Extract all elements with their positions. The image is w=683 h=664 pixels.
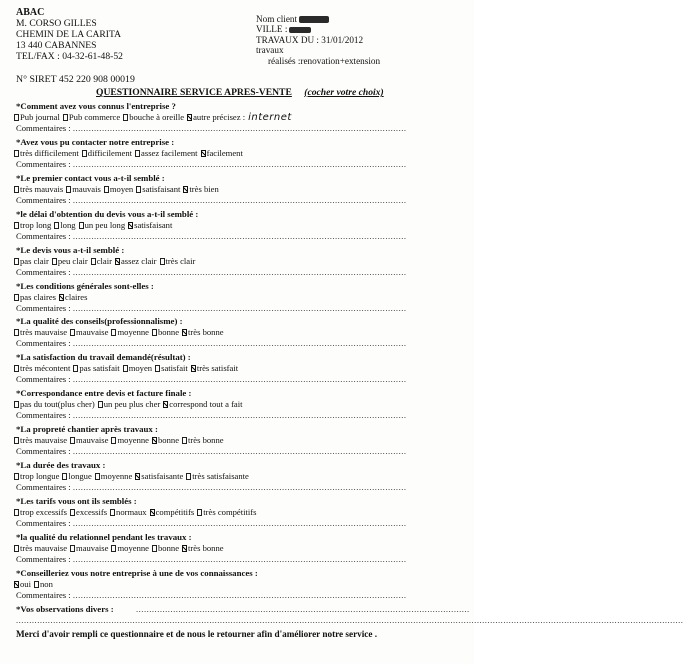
title-text: QUESTIONNAIRE SERVICE APRES-VENTE <box>96 87 292 98</box>
question-2: *Avez vous pu contacter notre entreprise : <box>16 136 175 147</box>
checkbox[interactable] <box>111 329 116 336</box>
checkbox[interactable] <box>152 329 157 336</box>
options-row <box>14 543 227 553</box>
option[interactable] <box>152 543 179 553</box>
options-row <box>14 292 90 302</box>
checkbox[interactable] <box>197 509 202 516</box>
checkbox[interactable] <box>152 545 157 552</box>
option-label: très mauvaise <box>20 327 68 338</box>
checkbox[interactable] <box>14 473 19 480</box>
comment-line[interactable] <box>16 374 460 384</box>
checked-box[interactable] <box>135 473 140 480</box>
checkbox[interactable] <box>14 222 19 229</box>
option[interactable] <box>73 363 119 373</box>
checkbox[interactable] <box>111 545 116 552</box>
option[interactable] <box>14 543 67 553</box>
option-label: moyen <box>128 363 153 374</box>
comment-line[interactable] <box>16 446 460 456</box>
comment-dots: .............................................................................................................................. <box>72 589 407 600</box>
option-label: Pub journal <box>20 112 60 122</box>
comment-label: Commentaires : <box>16 553 71 564</box>
option-label: clair <box>96 255 112 266</box>
observations-dots: .............................................................................................................................. <box>136 604 470 614</box>
option[interactable] <box>201 148 243 158</box>
option-label: très bien <box>189 183 219 194</box>
option[interactable] <box>63 112 120 122</box>
option-label: claires <box>65 291 88 302</box>
option-label: satisfaisant <box>134 219 173 230</box>
travaux-date: TRAVAUX DU : 31/01/2012 <box>256 34 364 45</box>
comment-label: Commentaires : <box>16 410 71 421</box>
comment-line[interactable] <box>16 554 460 564</box>
option[interactable] <box>110 507 147 517</box>
comment-dots: .............................................................................................................................. <box>72 482 407 492</box>
option-label: bouche à oreille <box>129 112 185 122</box>
options-row <box>14 579 56 589</box>
option-label: oui <box>20 578 31 589</box>
checkbox[interactable] <box>62 473 67 480</box>
option[interactable] <box>135 471 183 481</box>
option[interactable] <box>14 220 51 230</box>
option-label: un peu plus cher <box>103 399 161 410</box>
option-label: pas clair <box>20 255 49 266</box>
comment-dots: .............................................................................................................................. <box>72 446 407 457</box>
checked-box[interactable] <box>182 545 187 552</box>
option[interactable] <box>155 363 188 373</box>
options-row <box>14 256 198 266</box>
options-row <box>14 148 246 158</box>
option-label: moyenne <box>117 542 149 553</box>
option[interactable] <box>111 435 149 445</box>
option[interactable] <box>14 363 70 373</box>
option[interactable] <box>163 399 242 409</box>
options-row <box>14 471 252 481</box>
option[interactable] <box>14 435 67 445</box>
comment-dots: .............................................................................................................................. <box>72 123 407 133</box>
option-label: normaux <box>116 506 147 517</box>
checked-box[interactable] <box>128 222 133 229</box>
option[interactable] <box>150 507 195 517</box>
option[interactable] <box>14 292 56 302</box>
question-11: *La durée des travaux : <box>16 460 106 470</box>
option-label: moyenne <box>117 327 149 338</box>
comment-dots: .............................................................................................................................. <box>72 230 407 241</box>
comment-line[interactable] <box>16 410 460 420</box>
option-label: satisfait <box>161 363 188 374</box>
checkbox[interactable] <box>95 473 100 480</box>
option-label: excessifs <box>76 506 108 517</box>
option[interactable] <box>182 327 224 337</box>
options-row <box>14 112 292 123</box>
comment-label: Commentaires : <box>16 158 71 169</box>
question-6: *Les conditions générales sont-elles : <box>16 280 154 291</box>
option-label: mauvaise <box>76 327 109 338</box>
option[interactable] <box>70 507 107 517</box>
option-label: très bonne <box>188 435 224 446</box>
checkbox[interactable] <box>82 150 87 157</box>
comment-line[interactable] <box>16 159 460 169</box>
question-13: *la qualité du relationnel pendant les travaux : <box>16 531 192 542</box>
checkbox[interactable] <box>14 186 19 193</box>
option-label: très mauvaise <box>20 435 68 446</box>
comment-label: Commentaires : <box>16 374 71 385</box>
question-4: *le délai d'obtention du devis vous a-t-il semblé : <box>16 208 199 219</box>
option-label: moyenne <box>117 435 149 446</box>
question-12: *Les tarifs vous ont ils semblés : <box>16 495 137 506</box>
comment-line[interactable] <box>16 590 460 600</box>
option[interactable] <box>14 112 60 122</box>
option-label: moyen <box>109 183 134 194</box>
options-row <box>14 507 260 517</box>
option[interactable] <box>123 112 184 122</box>
question-10: *La propreté chantier après travaux : <box>16 424 158 435</box>
option-label: mauvais <box>72 183 101 194</box>
client-label: Nom client <box>256 14 298 24</box>
checkbox[interactable] <box>14 329 19 336</box>
comment-dots: .............................................................................................................................. <box>72 553 407 564</box>
checked-box[interactable] <box>182 329 187 336</box>
option[interactable] <box>111 327 149 337</box>
phone: TEL/FAX : 04-32-61-48-52 <box>16 51 123 62</box>
title-note: (cocher votre choix) <box>304 87 384 98</box>
option[interactable] <box>14 327 67 337</box>
option[interactable] <box>152 327 179 337</box>
option-label: très mécontent <box>20 363 71 374</box>
footer-note: Merci d'avoir rempli ce questionnaire et de nous le retourner afin d'améliorer notre service . <box>16 629 378 639</box>
comment-line[interactable] <box>16 482 460 492</box>
comment-label: Commentaires : <box>16 123 71 133</box>
checked-box[interactable] <box>59 294 64 301</box>
ville-label: VILLE : <box>256 24 288 35</box>
question-1: *Comment avez vous connus l'entreprise ? <box>16 101 176 111</box>
option[interactable] <box>91 256 112 266</box>
travaux-label: travaux <box>256 45 284 56</box>
option-label: très mauvais <box>20 183 64 194</box>
checkbox[interactable] <box>70 329 75 336</box>
option[interactable] <box>14 256 49 266</box>
option[interactable] <box>160 256 196 266</box>
option[interactable] <box>14 148 79 158</box>
option-label: bonne <box>158 327 180 338</box>
comment-label: Commentaires : <box>16 230 71 241</box>
checkbox[interactable] <box>66 186 71 193</box>
checkbox[interactable] <box>14 509 19 516</box>
checkbox[interactable] <box>63 114 68 121</box>
checked-box[interactable] <box>150 509 155 516</box>
option[interactable] <box>152 435 179 445</box>
option[interactable] <box>14 399 95 409</box>
option[interactable] <box>182 543 224 553</box>
checkbox[interactable] <box>186 473 191 480</box>
travaux-realises: réalisés :renovation+extension <box>268 55 381 66</box>
comment-dots: .............................................................................................................................. <box>72 374 407 385</box>
client-info <box>256 14 380 66</box>
comment-dots: .............................................................................................................................. <box>72 266 407 277</box>
option-label: longue <box>68 471 92 481</box>
comment-dots: .............................................................................................................................. <box>72 194 407 205</box>
question-5: *Le devis vous a-t-il semblé : <box>16 244 125 255</box>
comment-dots: .............................................................................................................................. <box>72 410 407 421</box>
redacted-city <box>289 27 311 33</box>
question-3: *Le premier contact vous a-t-il semblé : <box>16 172 165 183</box>
option[interactable] <box>183 184 218 194</box>
checkbox[interactable] <box>70 437 75 444</box>
checkbox[interactable] <box>79 222 84 229</box>
option-label: pas satisfait <box>79 363 120 374</box>
option-label: satisfaisante <box>141 471 184 481</box>
comment-label: Commentaires : <box>16 589 71 600</box>
observations-label: *Vos observations divers : <box>16 604 114 614</box>
observations-line: ............................................................................................................................................................................................................................................................ <box>16 615 683 625</box>
option[interactable] <box>62 471 91 481</box>
option-label: très satisfait <box>196 363 239 374</box>
siret-number: N° SIRET 452 220 908 00019 <box>16 74 135 85</box>
option-label: mauvaise <box>76 435 109 446</box>
checked-box[interactable] <box>115 258 120 265</box>
checkbox[interactable] <box>182 437 187 444</box>
option[interactable] <box>14 184 63 194</box>
checkbox[interactable] <box>14 114 19 121</box>
option-label: assez facilement <box>141 147 198 158</box>
checkbox[interactable] <box>155 365 160 372</box>
option[interactable] <box>14 579 31 589</box>
checked-box[interactable] <box>152 437 157 444</box>
checked-box[interactable] <box>201 150 206 157</box>
company-address <box>16 7 123 62</box>
options-row <box>14 327 227 337</box>
comment-dots: .............................................................................................................................. <box>72 517 407 528</box>
city: 13 440 CABANNES <box>16 40 97 51</box>
checkbox[interactable] <box>14 150 19 157</box>
option-label: très satisfaisante <box>192 471 249 481</box>
checkbox[interactable] <box>14 365 19 372</box>
checkbox[interactable] <box>123 114 128 121</box>
option[interactable] <box>187 112 245 122</box>
checkbox[interactable] <box>136 186 141 193</box>
option-label: facilement <box>206 147 243 158</box>
option[interactable] <box>135 148 198 158</box>
comment-label: Commentaires : <box>16 266 71 277</box>
street: CHEMIN DE LA CARITA <box>16 29 122 40</box>
checkbox[interactable] <box>111 437 116 444</box>
option-label: assez clair <box>120 255 157 266</box>
option[interactable] <box>70 327 108 337</box>
option-label: compétitifs <box>155 506 195 517</box>
question-8: *La satisfaction du travail demandé(résultat) : <box>16 352 191 363</box>
option[interactable] <box>52 256 88 266</box>
option-label: très mauvaise <box>20 542 68 553</box>
comment-line[interactable] <box>16 123 460 133</box>
option[interactable] <box>186 471 249 481</box>
option[interactable] <box>59 292 87 302</box>
options-row <box>14 184 222 194</box>
question-9: *Correspondance entre devis et facture finale : <box>16 388 192 399</box>
option[interactable] <box>104 184 133 194</box>
option[interactable] <box>191 363 238 373</box>
option-label: mauvaise <box>76 542 109 553</box>
question-7: *La qualité des conseils(professionnalisme) : <box>16 316 183 327</box>
checked-box[interactable] <box>163 401 168 408</box>
option[interactable] <box>111 543 149 553</box>
checked-box[interactable] <box>14 581 19 588</box>
option[interactable] <box>182 435 224 445</box>
comment-line[interactable] <box>16 303 460 313</box>
checked-box[interactable] <box>187 114 192 121</box>
comment-label: Commentaires : <box>16 302 71 313</box>
checkbox[interactable] <box>91 258 96 265</box>
option-label: autre précisez : <box>193 112 246 122</box>
comment-line[interactable] <box>16 267 460 277</box>
checkbox[interactable] <box>135 150 140 157</box>
checkbox[interactable] <box>14 258 19 265</box>
options-row <box>14 220 175 230</box>
comment-line[interactable] <box>16 518 460 528</box>
options-row <box>14 399 246 409</box>
option[interactable] <box>197 507 256 517</box>
comment-line[interactable] <box>16 338 460 348</box>
comment-line[interactable] <box>16 231 460 241</box>
option-label: satisfaisant <box>142 183 181 194</box>
checkbox[interactable] <box>110 509 115 516</box>
checkbox[interactable] <box>14 437 19 444</box>
options-row <box>14 363 241 373</box>
comment-label: Commentaires : <box>16 517 71 528</box>
option[interactable] <box>82 148 132 158</box>
option-label: Pub commerce <box>68 112 121 122</box>
option-label: très bonne <box>188 542 224 553</box>
option[interactable] <box>95 471 133 481</box>
option[interactable] <box>128 220 172 230</box>
comment-label: Commentaires : <box>16 482 71 492</box>
option[interactable] <box>136 184 180 194</box>
redacted-name <box>299 16 329 23</box>
option-label: bonne <box>158 435 180 446</box>
checkbox[interactable] <box>98 401 103 408</box>
option-label: moyenne <box>100 471 133 481</box>
checkbox[interactable] <box>70 509 75 516</box>
checkbox[interactable] <box>14 294 19 301</box>
checked-box[interactable] <box>191 365 196 372</box>
option-label: trop long <box>20 219 52 230</box>
comment-line[interactable] <box>16 195 460 205</box>
option-label: trop longue <box>20 471 60 481</box>
option-label: bonne <box>158 542 180 553</box>
option-label: peu clair <box>57 255 88 266</box>
option[interactable] <box>34 579 53 589</box>
checkbox[interactable] <box>14 401 19 408</box>
comment-dots: .............................................................................................................................. <box>72 338 407 349</box>
checkbox[interactable] <box>73 365 78 372</box>
option-label: très compétitifs <box>203 506 257 517</box>
checkbox[interactable] <box>160 258 165 265</box>
comment-dots: .............................................................................................................................. <box>72 302 407 313</box>
option-label: très bonne <box>188 327 224 338</box>
checkbox[interactable] <box>14 545 19 552</box>
option[interactable] <box>98 399 161 409</box>
checkbox[interactable] <box>70 545 75 552</box>
checkbox[interactable] <box>54 222 59 229</box>
option-label: correspond tout a fait <box>169 399 243 410</box>
option[interactable] <box>70 435 108 445</box>
question-14: *Conseilleriez vous notre entreprise à une de vos connaissances : <box>16 567 258 578</box>
company-name: ABAC <box>16 7 45 18</box>
option-label: très clair <box>165 255 196 266</box>
comment-dots: .............................................................................................................................. <box>72 158 407 169</box>
option[interactable] <box>115 256 157 266</box>
form-title <box>96 87 384 98</box>
option[interactable] <box>14 507 67 517</box>
option-label: trop excessifs <box>20 506 68 517</box>
comment-label: Commentaires : <box>16 194 71 205</box>
checkbox[interactable] <box>52 258 57 265</box>
option-label: pas claires <box>20 291 57 302</box>
comment-label: Commentaires : <box>16 446 71 457</box>
option[interactable] <box>66 184 101 194</box>
option-label: non <box>39 578 53 589</box>
checked-box[interactable] <box>183 186 188 193</box>
option[interactable] <box>14 471 59 481</box>
checkbox[interactable] <box>34 581 39 588</box>
option[interactable] <box>79 220 126 230</box>
option[interactable] <box>54 220 75 230</box>
option-label: difficilement <box>87 147 133 158</box>
owner-name: M. CORSO GILLES <box>16 18 97 29</box>
options-row <box>14 435 227 445</box>
checkbox[interactable] <box>123 365 128 372</box>
option-label: long <box>60 219 76 230</box>
checkbox[interactable] <box>104 186 109 193</box>
option-label: très difficilement <box>20 147 79 158</box>
option[interactable] <box>70 543 108 553</box>
handwritten-answer: internet <box>248 112 292 123</box>
option-label: pas du tout(plus cher) <box>20 399 95 410</box>
comment-label: Commentaires : <box>16 338 71 349</box>
option-label: un peu long <box>84 219 126 230</box>
option[interactable] <box>123 363 152 373</box>
